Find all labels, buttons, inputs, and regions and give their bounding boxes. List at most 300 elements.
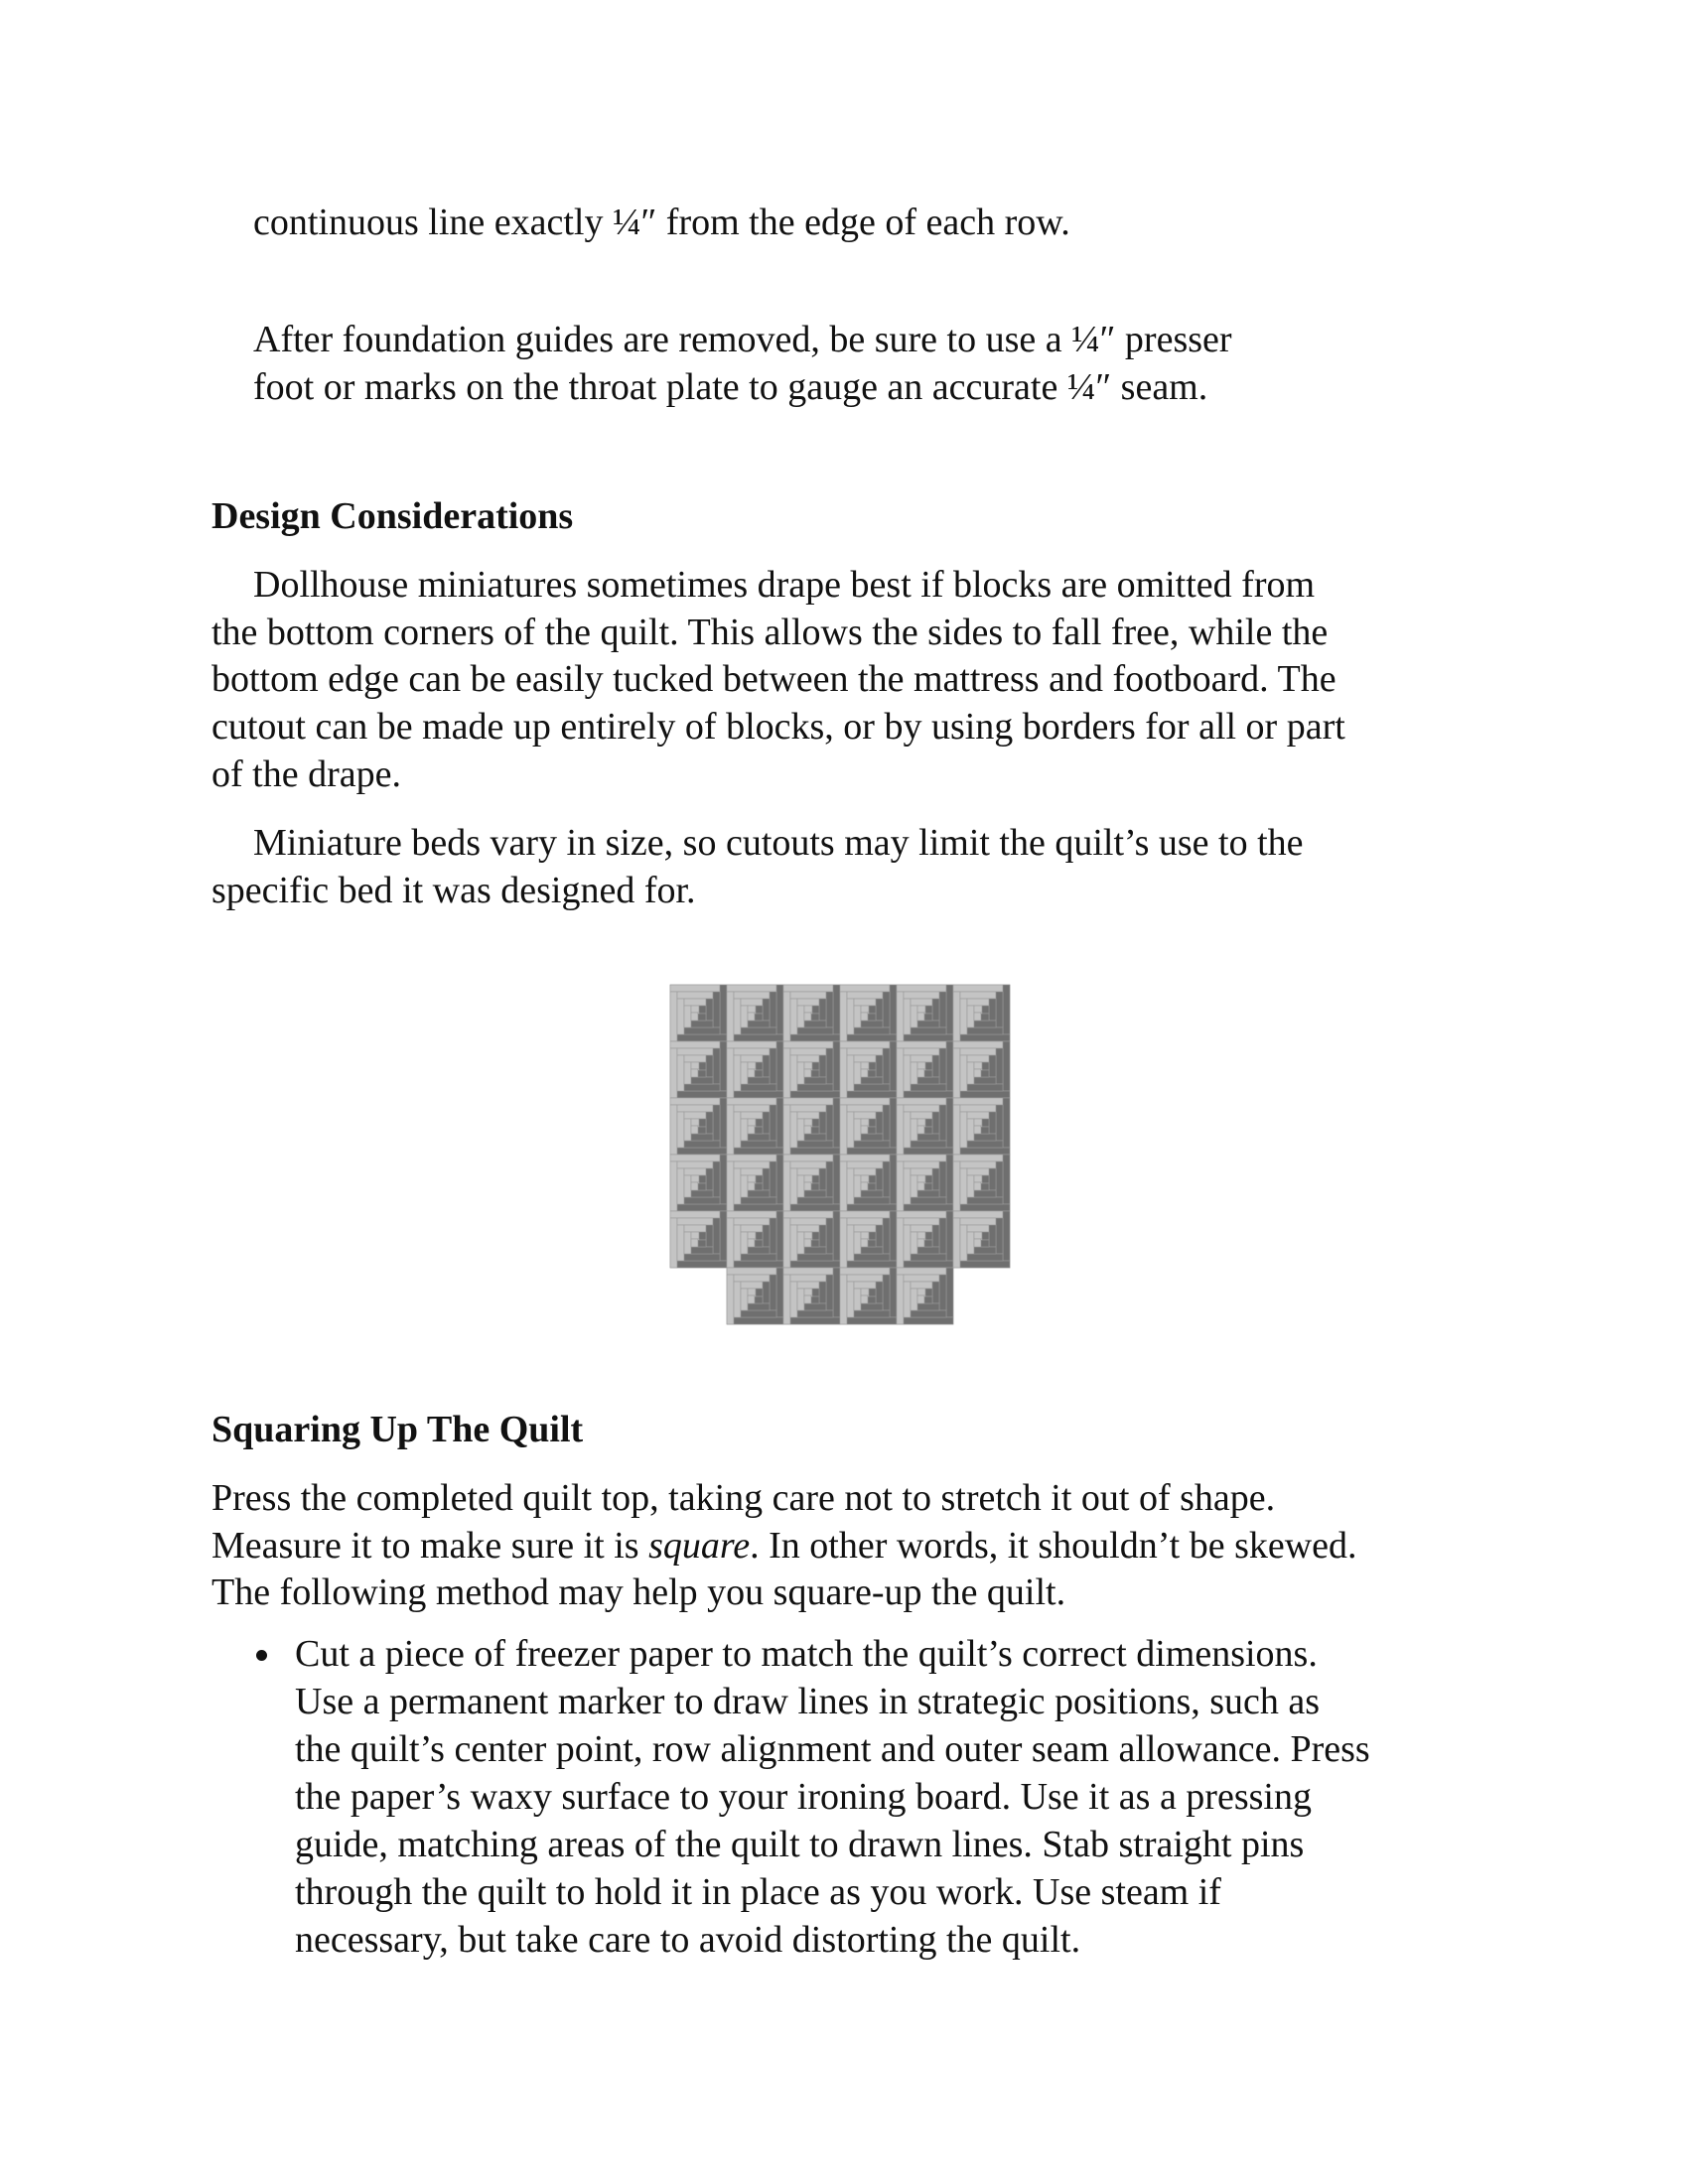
light-log-strip <box>734 1225 741 1261</box>
light-log-strip <box>734 1275 770 1282</box>
light-log-strip <box>974 1062 982 1069</box>
light-log-strip <box>904 992 939 999</box>
bullet-text-line: Cut a piece of freezer paper to match the quilt’s correct dimensions. <box>295 1633 1318 1675</box>
light-log-strip <box>797 1112 819 1119</box>
quilt-block <box>840 1211 897 1268</box>
light-log-strip <box>911 1119 917 1141</box>
light-log-strip <box>727 1155 776 1161</box>
light-log-strip <box>748 1182 755 1190</box>
dark-log-strip <box>833 1268 840 1317</box>
dark-log-strip <box>890 1041 897 1091</box>
dark-log-strip <box>776 985 783 1034</box>
dark-log-strip <box>684 1197 720 1204</box>
light-log-strip <box>790 1105 826 1112</box>
dark-log-strip <box>713 1105 720 1141</box>
dark-log-strip <box>755 1240 763 1247</box>
dark-log-strip <box>967 1141 1003 1148</box>
dark-log-strip <box>734 1091 783 1098</box>
quilt-block <box>727 1041 783 1098</box>
dark-log-strip <box>748 1077 770 1084</box>
light-log-strip <box>670 1155 720 1161</box>
dark-log-strip <box>861 1134 883 1141</box>
dark-log-strip <box>797 1254 833 1261</box>
bullet-icon <box>256 1650 267 1661</box>
light-log-strip <box>953 1098 1003 1105</box>
dark-log-strip <box>812 1289 819 1297</box>
dark-log-strip <box>939 1161 946 1197</box>
dark-log-strip <box>982 1119 989 1127</box>
dark-log-strip <box>755 1297 763 1303</box>
dark-log-strip <box>826 1048 833 1084</box>
block-center-square <box>811 1239 812 1240</box>
dark-log-strip <box>939 1105 946 1141</box>
quilt-block <box>840 1041 897 1098</box>
dark-log-strip <box>925 1289 932 1297</box>
block-center-square <box>981 1182 982 1183</box>
light-log-strip <box>960 1218 996 1225</box>
light-log-strip <box>734 1105 770 1112</box>
dark-log-strip <box>677 1261 727 1268</box>
squaring-intro-line: The following method may help you square-up the quilt. <box>211 1571 1066 1613</box>
light-log-strip <box>734 999 741 1034</box>
dark-log-strip <box>869 1006 876 1014</box>
block-center-square <box>924 1239 925 1240</box>
dark-log-strip <box>868 1070 876 1077</box>
design-paragraph-1-line: bottom edge can be easily tucked between the mattress and footboard. The <box>211 658 1336 700</box>
dark-log-strip <box>917 1303 939 1310</box>
light-log-strip <box>840 1268 890 1275</box>
light-log-strip <box>727 1275 734 1324</box>
light-log-strip <box>917 1239 924 1247</box>
light-log-strip <box>840 1041 890 1048</box>
dark-log-strip <box>756 1175 763 1183</box>
bullet-text-line: Use a permanent marker to draw lines in strategic positions, such as <box>295 1681 1321 1722</box>
dark-log-strip <box>804 1247 826 1254</box>
dark-log-strip <box>677 1091 727 1098</box>
light-log-strip <box>804 1289 812 1296</box>
dark-log-strip <box>868 1240 876 1247</box>
dark-log-strip <box>819 1225 826 1247</box>
block-center-square <box>868 1126 869 1127</box>
block-center-square <box>811 1069 812 1070</box>
light-log-strip <box>861 1232 869 1239</box>
dark-log-strip <box>691 1247 713 1254</box>
dark-log-strip <box>706 1055 713 1077</box>
light-log-strip <box>684 1168 706 1175</box>
dark-log-strip <box>741 1084 776 1091</box>
light-log-strip <box>734 1218 770 1225</box>
light-log-strip <box>748 1062 756 1069</box>
light-log-strip <box>897 1155 946 1161</box>
dark-log-strip <box>960 1204 1010 1211</box>
light-log-strip <box>847 992 883 999</box>
dark-log-strip <box>797 1197 833 1204</box>
dark-log-strip <box>883 1218 890 1254</box>
dark-log-strip <box>939 1218 946 1254</box>
dark-log-strip <box>960 1091 1010 1098</box>
dark-log-strip <box>967 1027 1003 1034</box>
dark-log-strip <box>924 1297 932 1303</box>
dark-log-strip <box>811 1070 819 1077</box>
dark-log-strip <box>699 1175 706 1183</box>
block-center-square <box>755 1126 756 1127</box>
light-log-strip <box>727 1041 776 1048</box>
dark-log-strip <box>691 1190 713 1197</box>
light-log-strip <box>917 1296 924 1303</box>
dark-log-strip <box>876 1112 883 1134</box>
dark-log-strip <box>989 1168 996 1190</box>
light-log-strip <box>854 1112 876 1119</box>
dark-log-strip <box>748 1021 770 1027</box>
light-log-strip <box>727 1218 734 1268</box>
dark-log-strip <box>981 1014 989 1021</box>
dark-log-strip <box>826 992 833 1027</box>
light-log-strip <box>840 1098 890 1105</box>
dark-log-strip <box>996 1161 1003 1197</box>
squaring-intro-line <box>211 1522 1357 1570</box>
light-log-strip <box>911 1175 917 1197</box>
light-log-strip <box>804 1232 812 1239</box>
foundation-note-line-2: foot or marks on the throat plate to gauge an accurate ¼″ seam. <box>253 366 1208 408</box>
dark-log-strip <box>811 1014 819 1021</box>
quilt-block <box>727 1268 783 1324</box>
dark-log-strip <box>876 1282 883 1303</box>
light-log-strip <box>734 1048 770 1055</box>
dark-log-strip <box>713 1161 720 1197</box>
block-center-square <box>924 1013 925 1014</box>
light-log-strip <box>790 1225 797 1261</box>
dark-log-strip <box>756 1119 763 1127</box>
quilt-block <box>670 985 727 1041</box>
dark-log-strip <box>924 1070 932 1077</box>
block-center-square <box>811 1126 812 1127</box>
light-log-strip <box>861 1013 868 1021</box>
light-log-strip <box>974 1013 981 1021</box>
dark-log-strip <box>939 1275 946 1310</box>
dark-log-strip <box>819 1112 826 1134</box>
light-log-strip <box>840 1275 847 1324</box>
dark-log-strip <box>847 1261 897 1268</box>
light-log-strip <box>804 1126 811 1134</box>
light-log-strip <box>974 1069 981 1077</box>
dark-log-strip <box>812 1062 819 1070</box>
bullet-text-line: necessary, but take care to avoid distorting the quilt. <box>295 1919 1081 1961</box>
dark-log-strip <box>811 1183 819 1190</box>
dark-log-strip <box>819 1282 826 1303</box>
dark-log-strip <box>770 1275 776 1310</box>
light-log-strip <box>748 1296 755 1303</box>
dark-log-strip <box>946 1268 953 1317</box>
quilt-block <box>840 1098 897 1155</box>
dark-log-strip <box>974 1077 996 1084</box>
light-log-strip <box>741 1175 748 1197</box>
dark-log-strip <box>770 1161 776 1197</box>
light-log-strip <box>861 1069 868 1077</box>
dark-log-strip <box>960 1148 1010 1155</box>
dark-log-strip <box>925 1006 932 1014</box>
block-center-square <box>981 1013 982 1014</box>
dark-log-strip <box>1003 1041 1010 1091</box>
quilt-block <box>670 1211 727 1268</box>
dark-log-strip <box>804 1190 826 1197</box>
light-log-strip <box>854 1232 861 1254</box>
light-log-strip <box>861 1296 868 1303</box>
quilt-block <box>783 985 840 1041</box>
dark-log-strip <box>699 1062 706 1070</box>
light-log-strip <box>677 1055 684 1091</box>
light-log-strip <box>677 1225 684 1261</box>
dark-log-strip <box>904 1204 953 1211</box>
dark-log-strip <box>741 1254 776 1261</box>
dark-log-strip <box>748 1303 770 1310</box>
light-log-strip <box>960 1112 967 1148</box>
dark-log-strip <box>960 1261 1010 1268</box>
light-log-strip <box>790 1112 797 1148</box>
light-log-strip <box>691 1126 698 1134</box>
light-log-strip <box>670 1161 677 1211</box>
light-log-strip <box>804 1062 812 1069</box>
light-log-strip <box>861 1126 868 1134</box>
light-log-strip <box>847 1282 854 1317</box>
light-log-strip <box>797 1225 819 1232</box>
light-log-strip <box>691 1069 698 1077</box>
dark-log-strip <box>797 1084 833 1091</box>
dark-log-strip <box>904 1317 953 1324</box>
quilt-block <box>897 1211 953 1268</box>
dark-log-strip <box>755 1183 763 1190</box>
light-log-strip <box>904 1168 911 1204</box>
dark-log-strip <box>720 1155 727 1204</box>
quilt-block <box>670 1098 727 1155</box>
light-log-strip <box>911 1112 932 1119</box>
light-log-strip <box>904 1055 911 1091</box>
dark-log-strip <box>819 1168 826 1190</box>
light-log-strip <box>684 1232 691 1254</box>
light-log-strip <box>847 1112 854 1148</box>
dark-log-strip <box>790 1261 840 1268</box>
light-log-strip <box>741 1119 748 1141</box>
dark-log-strip <box>974 1021 996 1027</box>
dark-log-strip <box>924 1183 932 1190</box>
squaring-intro-line: Press the completed quilt top, taking care not to stretch it out of shape. <box>211 1477 1276 1519</box>
light-log-strip <box>783 1098 833 1105</box>
dark-log-strip <box>684 1084 720 1091</box>
light-log-strip <box>840 992 847 1041</box>
dark-log-strip <box>967 1197 1003 1204</box>
dark-log-strip <box>883 1048 890 1084</box>
block-center-square <box>698 1239 699 1240</box>
dark-log-strip <box>706 1225 713 1247</box>
light-log-strip <box>917 1289 925 1296</box>
light-log-strip <box>904 1275 939 1282</box>
light-log-strip <box>974 1126 981 1134</box>
dark-log-strip <box>713 1048 720 1084</box>
dark-log-strip <box>960 1034 1010 1041</box>
dark-log-strip <box>939 992 946 1027</box>
dark-log-strip <box>861 1247 883 1254</box>
light-log-strip <box>840 1161 847 1211</box>
dark-log-strip <box>854 1084 890 1091</box>
light-log-strip <box>691 1062 699 1069</box>
dark-log-strip <box>890 1211 897 1261</box>
dark-log-strip <box>1003 1155 1010 1204</box>
light-log-strip <box>897 1275 904 1324</box>
quilt-block <box>840 1268 897 1324</box>
light-log-strip <box>897 1105 904 1155</box>
light-log-strip <box>953 1048 960 1098</box>
dark-log-strip <box>946 1155 953 1204</box>
light-log-strip <box>854 1119 861 1141</box>
dark-log-strip <box>720 1041 727 1091</box>
dark-log-strip <box>924 1014 932 1021</box>
light-log-strip <box>967 1119 974 1141</box>
quilt-block <box>840 1155 897 1211</box>
dark-log-strip <box>698 1183 706 1190</box>
block-center-square <box>811 1182 812 1183</box>
quilt-block <box>670 1041 727 1098</box>
light-log-strip <box>797 1119 804 1141</box>
light-log-strip <box>897 985 946 992</box>
light-log-strip <box>861 1119 869 1126</box>
light-log-strip <box>684 1006 691 1027</box>
dark-log-strip <box>790 1204 840 1211</box>
light-log-strip <box>974 1182 981 1190</box>
light-log-strip <box>904 1161 939 1168</box>
light-log-strip <box>840 1048 847 1098</box>
light-log-strip <box>854 1282 876 1289</box>
light-log-strip <box>748 1232 756 1239</box>
dark-log-strip <box>699 1119 706 1127</box>
dark-log-strip <box>1003 1211 1010 1261</box>
light-log-strip <box>967 1175 974 1197</box>
light-log-strip <box>677 1048 713 1055</box>
quilt-block <box>727 985 783 1041</box>
block-center-square <box>981 1069 982 1070</box>
dark-log-strip <box>890 1155 897 1204</box>
dark-log-strip <box>748 1190 770 1197</box>
light-log-strip <box>861 1006 869 1013</box>
light-log-strip <box>917 1232 925 1239</box>
dark-log-strip <box>989 999 996 1021</box>
light-log-strip <box>897 1048 904 1098</box>
dark-log-strip <box>790 1148 840 1155</box>
dark-log-strip <box>755 1014 763 1021</box>
quilt-block <box>953 985 1010 1041</box>
light-log-strip <box>847 1055 854 1091</box>
design-paragraph-1-line: cutout can be made up entirely of blocks, or by using borders for all or part <box>211 706 1345 748</box>
light-log-strip <box>727 1161 734 1211</box>
dark-log-strip <box>677 1034 727 1041</box>
dark-log-strip <box>756 1006 763 1014</box>
quilt-block <box>897 1155 953 1211</box>
light-log-strip <box>691 1013 698 1021</box>
dark-log-strip <box>911 1197 946 1204</box>
dark-log-strip <box>946 1098 953 1148</box>
dark-log-strip <box>812 1119 819 1127</box>
light-log-strip <box>804 1296 811 1303</box>
light-log-strip <box>911 1055 932 1062</box>
light-log-strip <box>911 1006 917 1027</box>
dark-log-strip <box>790 1091 840 1098</box>
light-log-strip <box>953 1161 960 1211</box>
light-log-strip <box>734 1055 741 1091</box>
light-log-strip <box>670 1098 720 1105</box>
light-log-strip <box>847 1161 883 1168</box>
dark-log-strip <box>904 1034 953 1041</box>
dark-log-strip <box>869 1119 876 1127</box>
dark-log-strip <box>734 1204 783 1211</box>
bullet-text-line: through the quilt to hold it in place as you work. Use steam if <box>295 1871 1221 1913</box>
light-log-strip <box>840 1218 847 1268</box>
light-log-strip <box>748 1013 755 1021</box>
foundation-note-line-1: After foundation guides are removed, be sure to use a ¼″ presser <box>253 319 1232 360</box>
light-log-strip <box>790 1168 797 1204</box>
light-log-strip <box>783 1105 790 1155</box>
light-log-strip <box>727 992 734 1041</box>
light-log-strip <box>804 1069 811 1077</box>
light-log-strip <box>670 1105 677 1155</box>
light-log-strip <box>790 1161 826 1168</box>
light-log-strip <box>911 1289 917 1310</box>
dark-log-strip <box>819 1055 826 1077</box>
light-log-strip <box>917 1013 924 1021</box>
dark-log-strip <box>869 1289 876 1297</box>
dark-log-strip <box>996 1048 1003 1084</box>
dark-log-strip <box>797 1310 833 1317</box>
light-log-strip <box>783 1161 790 1211</box>
dark-log-strip <box>883 1275 890 1310</box>
light-log-strip <box>790 1055 797 1091</box>
quilt-block <box>953 1098 1010 1155</box>
block-center-square <box>755 1069 756 1070</box>
light-log-strip <box>797 1282 819 1289</box>
dark-log-strip <box>982 1232 989 1240</box>
light-log-strip <box>953 1105 960 1155</box>
dark-log-strip <box>917 1021 939 1027</box>
light-log-strip <box>804 1006 812 1013</box>
dark-log-strip <box>869 1062 876 1070</box>
light-log-strip <box>684 999 706 1006</box>
dark-log-strip <box>974 1134 996 1141</box>
dark-log-strip <box>698 1127 706 1134</box>
light-log-strip <box>861 1182 868 1190</box>
light-log-strip <box>840 985 890 992</box>
light-log-strip <box>904 1282 911 1317</box>
light-log-strip <box>797 1289 804 1310</box>
light-log-strip <box>741 1006 748 1027</box>
dark-log-strip <box>770 1218 776 1254</box>
squaring-intro-text: Measure it to make sure it is <box>211 1525 649 1567</box>
light-log-strip <box>840 1105 847 1155</box>
dark-log-strip <box>720 1098 727 1148</box>
light-log-strip <box>804 1239 811 1247</box>
light-log-strip <box>741 1225 763 1232</box>
light-log-strip <box>748 1119 756 1126</box>
dark-log-strip <box>826 1218 833 1254</box>
light-log-strip <box>783 1048 790 1098</box>
light-log-strip <box>847 1048 883 1055</box>
dark-log-strip <box>946 1041 953 1091</box>
light-log-strip <box>677 1105 713 1112</box>
light-log-strip <box>748 1175 756 1182</box>
dark-log-strip <box>706 1112 713 1134</box>
light-log-strip <box>790 1275 826 1282</box>
light-log-strip <box>897 1268 946 1275</box>
dark-log-strip <box>763 1168 770 1190</box>
light-log-strip <box>960 1225 967 1261</box>
block-center-square <box>868 1013 869 1014</box>
light-log-strip <box>783 1155 833 1161</box>
